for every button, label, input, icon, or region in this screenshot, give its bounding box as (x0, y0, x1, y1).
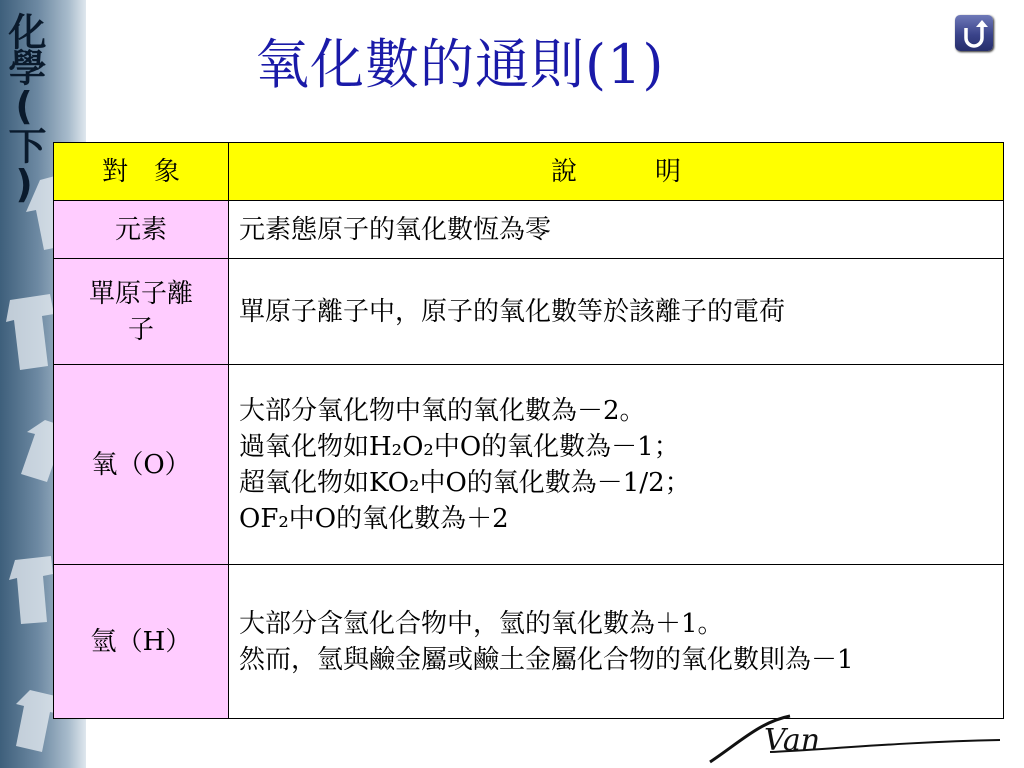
table-row (54, 259, 1004, 365)
description-line: 單原子離子中，原子的氧化數等於該離子的電荷 (239, 296, 786, 327)
description-line: 大部分含氫化合物中，氫的氧化數為＋1。 (239, 608, 724, 639)
table-row (54, 365, 1004, 565)
row-description (229, 365, 1004, 565)
description-line: OF₂中O的氧化數為＋2 (239, 503, 509, 534)
row-description (229, 565, 1004, 719)
description-line: 元素態原子的氧化數恆為零 (239, 214, 552, 245)
description-line: 超氧化物如KO₂中O的氧化數為－1/2； (239, 467, 691, 498)
description-line: 大部分氧化物中氧的氧化數為－2。 (239, 395, 646, 426)
header-cell-description: 說 明 (229, 143, 1004, 201)
row-subject: 氫（H） (54, 565, 229, 719)
description-line: 然而，氫與鹼金屬或鹼土金屬化合物的氧化數則為－1 (239, 644, 854, 675)
row-description (229, 201, 1004, 259)
row-description (229, 259, 1004, 365)
table-header-row (54, 143, 1004, 201)
table-row (54, 565, 1004, 719)
return-button[interactable] (955, 15, 993, 51)
u-turn-arrow-icon (955, 15, 993, 51)
table-row (54, 201, 1004, 259)
page-title: 氧化數的通則(1) (255, 33, 665, 96)
row-subject: 氧（O） (54, 365, 229, 565)
svg-text:Van: Van (764, 723, 821, 758)
oxidation-rules-table (53, 142, 1004, 719)
row-subject: 元素 (54, 201, 229, 259)
subject-label: 化學(下) (2, 12, 46, 204)
description-line: 過氧化物如H₂O₂中O的氧化數為－1； (239, 431, 680, 462)
signature-logo (700, 712, 1010, 768)
row-subject: 單原子離子 (54, 259, 229, 365)
header-cell-subject: 對 象 (54, 143, 229, 201)
